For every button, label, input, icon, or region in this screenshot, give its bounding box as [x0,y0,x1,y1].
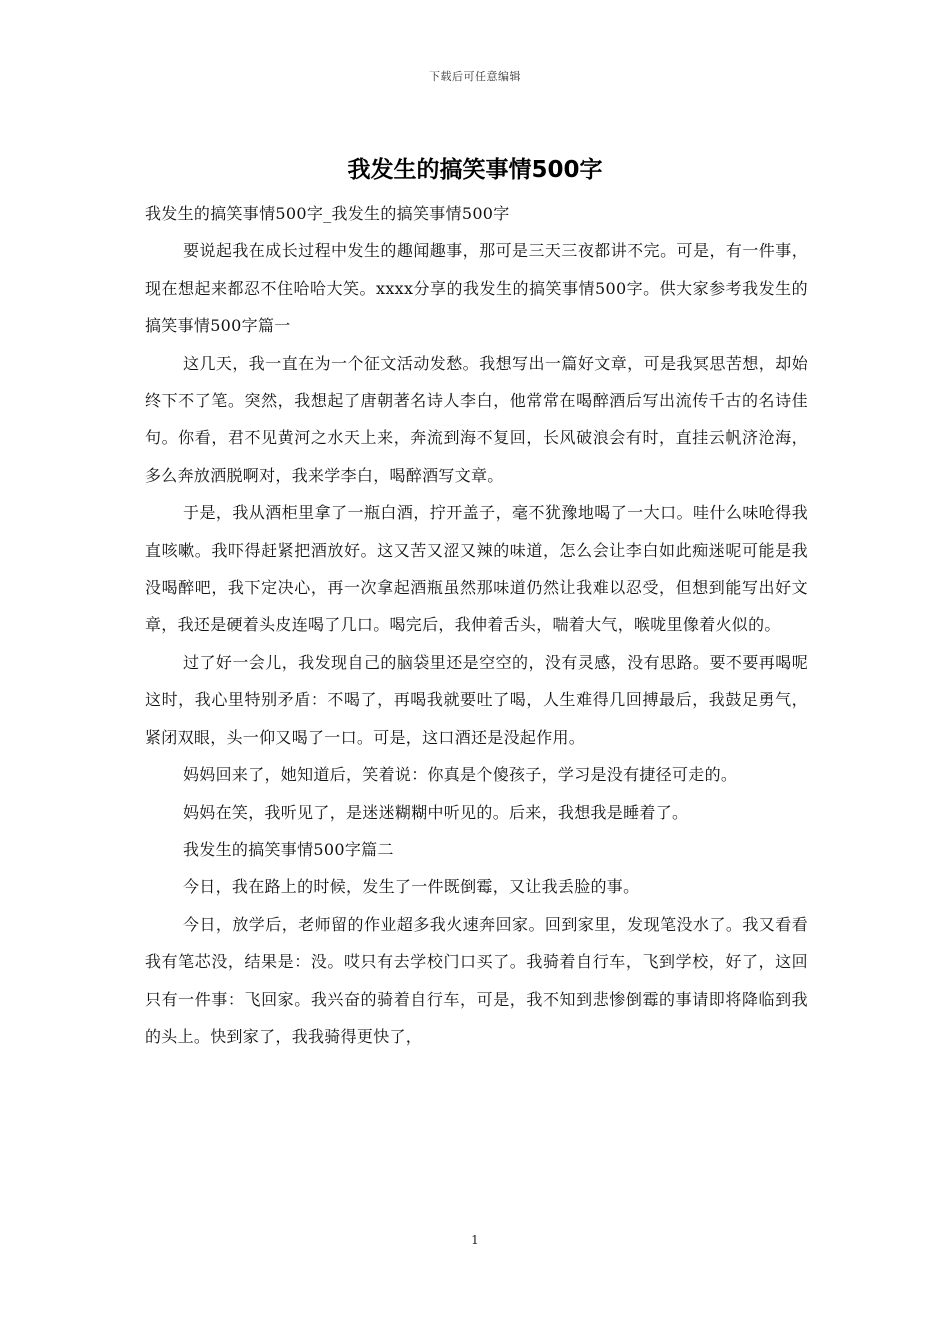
document-title: 我发生的搞笑事情500字 [347,157,603,183]
paragraph: 我发生的搞笑事情500字_我发生的搞笑事情500字 [145,204,510,223]
paragraph: 过了好一会儿，我发现自己的脑袋里还是空空的，没有灵感，没有思路。要不要再喝呢这时，我心里特别矛盾：不喝了，再喝我就要吐了喝，人生难得几回搏最后，我鼓足勇气，紧闭双眼，头一仰又喝了一口。可是，这口酒还是没起作用。 [145,652,808,747]
paragraph: 今日，我在路上的时候，发生了一件既倒霉，又让我丢脸的事。 [183,877,640,897]
header-note: 下载后可任意编辑 [429,70,521,83]
section-heading: 我发生的搞笑事情500字篇二 [183,839,394,859]
paragraph: 这几天，我一直在为一个征文活动发愁。我想写出一篇好文章，可是我冥思苦想，却始终下不了笔。突然，我想起了唐朝著名诗人李白，他常常在喝醉酒后写出流传千古的名诗佳句。你看，君不见黄河之水天上来，奔流到海不复回，长风破浪会有时，直挂云帆济沧海，多么奔放洒脱啊对，我来学李白，喝醉酒写文章。 [145,353,808,485]
paragraph: 于是，我从酒柜里拿了一瓶白酒，拧开盖子，毫不犹豫地喝了一大口。哇什么味呛得我直咳嗽。我吓得赶紧把酒放好。这又苦又涩又辣的味道，怎么会让李白如此痴迷呢可能是我没喝醉吧，我下定决心，再一次拿起酒瓶虽然那味道仍然让我难以忍受，但想到能写出好文章，我还是硬着头皮连喝了几口。喝完后，我伸着舌头，喘着大气，喉咙里像着火似的。 [145,503,808,635]
paragraph: 妈妈回来了，她知道后，笑着说：你真是个傻孩子，学习是没有捷径可走的。 [183,765,738,785]
page-number: 1 [471,1233,479,1247]
paragraph: 妈妈在笑，我听见了，是迷迷糊糊中听见的。后来，我想我是睡着了。 [183,802,689,822]
paragraph: 要说起我在成长过程中发生的趣闻趣事，那可是三天三夜都讲不完。可是，有一件事，现在想起来都忍不住哈哈大笑。xxxx分享的我发生的搞笑事情500字。供大家参考我发生的搞笑事情500字篇一 [145,241,808,336]
document-body [145,195,808,1055]
paragraph: 今日，放学后，老师留的作业超多我火速奔回家。回到家里，发现笔没水了。我又看看我有笔芯没，结果是：没。哎只有去学校门口买了。我骑着自行车，飞到学校，好了，这回只有一件事：飞回家。我兴奋的骑着自行车，可是，我不知到悲惨倒霉的事请即将降临到我的头上。快到家了，我我骑得更快了， [145,914,808,1046]
